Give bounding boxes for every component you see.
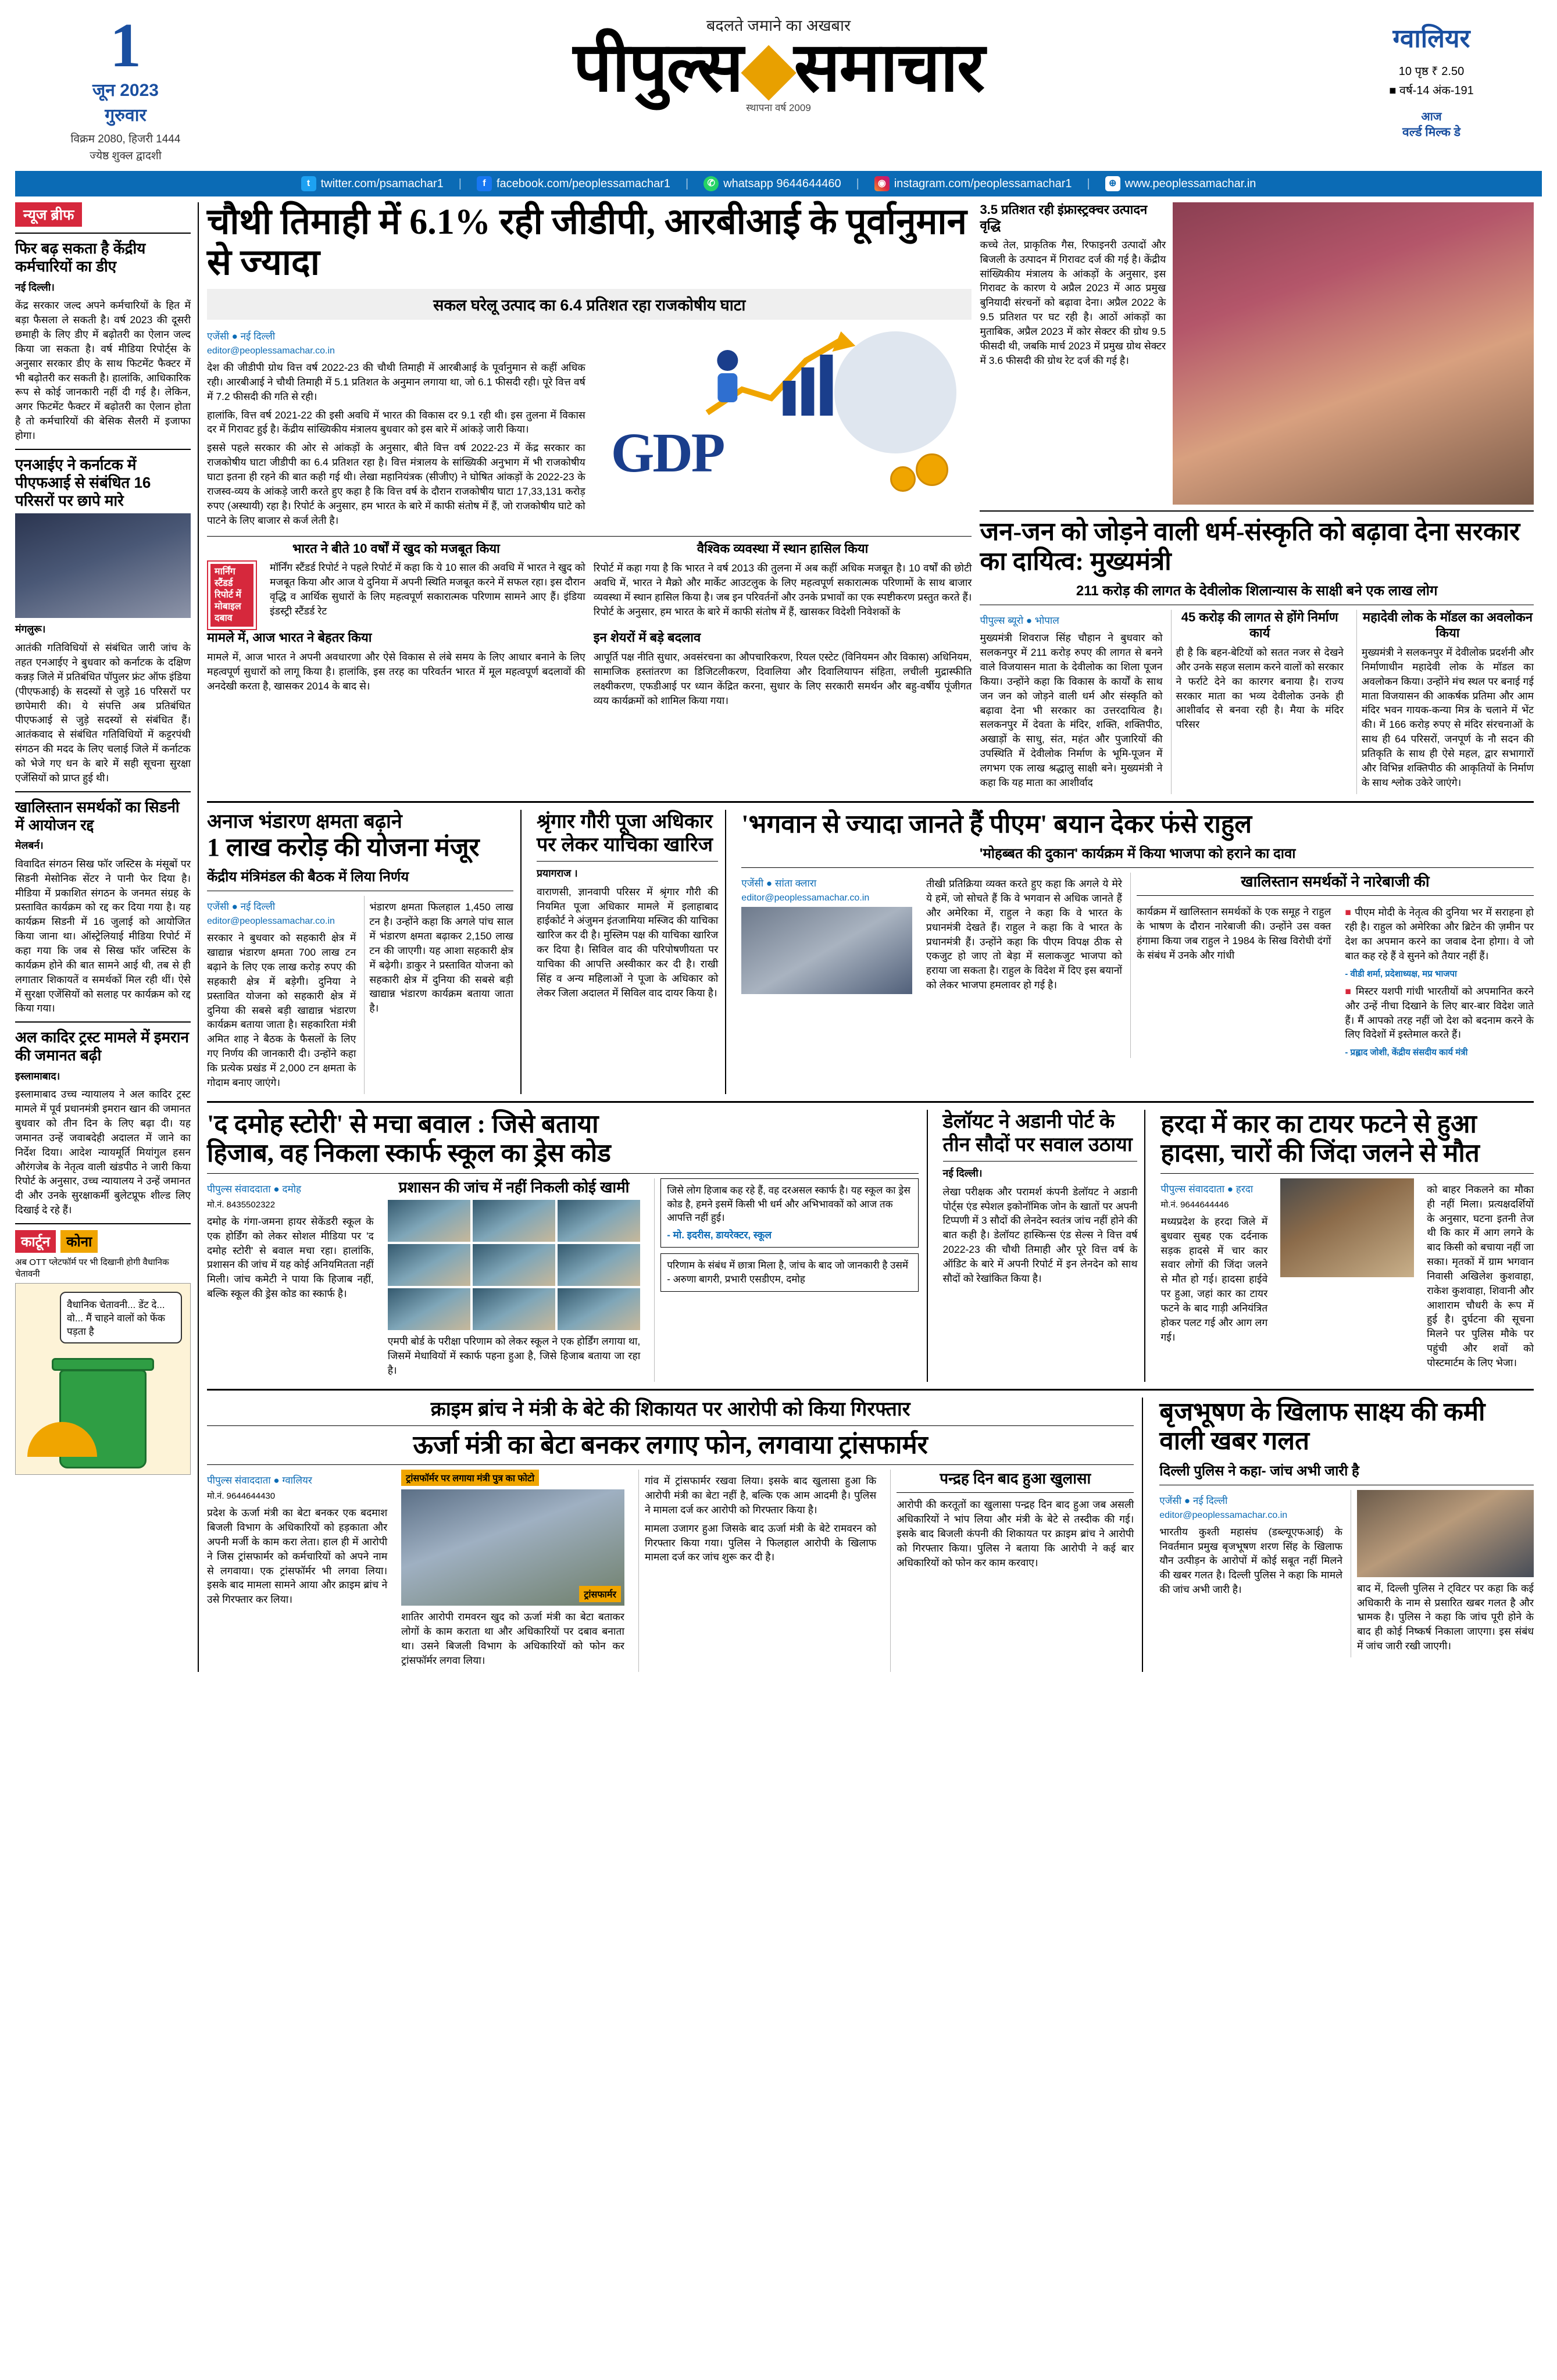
cm-body: मुख्यमंत्री शिवराज सिंह चौहान ने बुधवार को सलकनपुर में 211 करोड़ रुपए की लागत से बनने वाले विजयासन माता के देवीलोक का शिला पूजन किया। उन्होंने कहा कि विकास के कार्यों के साथ जन जन को जोड़ने वाली धर्म और संस्कृति को बढ़ावा देना भी सरकार का उत्तरदायित्व है। सलकनपुर में देवता के मंदिर, शक्ति, शक्तिपीठ, अखाड़ों के साधु, संत, महंत और पुजारियों की उपस्थिति में देवीलोक निर्माण के भूमि-पूजन में लगभग एक लाख श्रद्धालु साक्षी बने। मुख्यमंत्री ने कहा कि यह माता का आशीर्वाद: [980, 632, 1163, 788]
brij-col-1: [1159, 1490, 1342, 1657]
lead-col-1: [207, 326, 585, 531]
collage-cell: [558, 1244, 640, 1286]
box-body: कच्चे तेल, प्राकृतिक गैस, रिफाइनरी उत्पादों और बिजली के उत्पादन में गिरावट दर्ज की गई है। केंद्रीय सांख्यिकीय मंत्रालय के आंकड़ों के अनुसार, इस गिरावट के कारण ये अप्रैल 2023 में आठ प्रमुख बुनियादी संरचनों को बढ़ावा देना। अप्रैल 2022 के 9.5 प्रतिशत पर घट रही है। आठों आंकड़ों का मुताबिक, अप्रैल 2023 में कोर सेक्टर की ग्रोथ 9.5 फीसदी थी, जबकि मार्च 2023 में प्रमुख ग्रोथ सेक्टर में 3.6 फीसदी की ग्रोथ रेट दर्ज की गई है।: [980, 238, 1166, 366]
lead-agency: एजेंसी ● नई दिल्ली: [207, 331, 276, 342]
gdp-illustration: [594, 326, 972, 500]
nia-raid-photo: [15, 513, 191, 618]
masthead-tagline: बदलते जमाने का अखबार: [706, 17, 851, 34]
dmoh-phone: मो.नं. 8435502322: [207, 1199, 276, 1210]
adani-dateline: नई दिल्ली।: [942, 1167, 983, 1179]
collage-cell: [388, 1244, 470, 1286]
rahul-col-3: [1130, 873, 1534, 1058]
brief-headline: खालिस्तान समर्थकों का सिडनी में आयोजन रद्द: [15, 798, 180, 834]
gauri-body: [537, 866, 718, 881]
main-content: [199, 202, 1542, 1671]
food-email: editor@peoplessamachar.co.in: [207, 916, 335, 927]
red-flag-box: [207, 560, 257, 630]
lead-story: [207, 202, 972, 794]
crime-col-1: [207, 1470, 387, 1671]
rahul-col-2: [920, 873, 1122, 1058]
box-body: मामले में, आज भारत ने अपनी अवधारणा और ऐसे विकास से लंबे समय के लिए आधार बनाने के लिए महत्वपूर्ण सुधारों को लागू किया है। हालांकि, इस तरह का परिवर्तन भारत में मूल महत्वपूर्ण बदलावों की अनदेखी करता है, खासकर 2014 के बाद से।: [207, 651, 585, 692]
food-col-2: [364, 896, 513, 1093]
rahul-agency: एजेंसी ● सांता क्लारा: [741, 878, 817, 889]
date-weekday: गुरुवार: [105, 106, 147, 126]
crime-box-body: आरोपी की करतूतों का खुलासा पन्द्रह दिन बाद हुआ जब असली अधिकारियों ने भांप लिया और मंत्री के बेटे से तस्दीक की गई। इसके बाद बिजली कंपनी की शिकायत पर क्राइम ब्रांच ने आरोपी को गिरफ्तार किया। पुलिस ने बताया कि आरोपी ने कई बार अधिकारियों को फोन कर काम करवाए।: [897, 1499, 1134, 1568]
crime-byline: पीपुल्स संवाददाता ● ग्वालियर: [207, 1475, 312, 1486]
lead-para-2: हालांकि, वित्त वर्ष 2021-22 की इसी अवधि में भारत की विकास दर 9.1 रही थी। इस तुलना में विकास दर में गिरावट हुई है। केंद्रीय सांख्यिकीय मंत्रालय बुधवार को इस बारे में आंकड़े जारी किया।: [207, 409, 585, 435]
collage-cell: [558, 1288, 640, 1330]
brief-item: [15, 456, 191, 785]
lead-email: editor@peoplessamachar.co.in: [207, 346, 335, 356]
food-cols: [207, 896, 513, 1093]
masthead-title-block: [230, 14, 1327, 114]
cm-box-right-body: मुख्यमंत्री ने सलकनपुर में देवीलोक प्रदर्शनी और निर्माणाधीन महादेवी लोक के मॉडल का अवलोकन किया। उन्होंने मंच स्थल पर बनाई गई माता विजयासन की आकर्षक प्रतिमा और आम मंदिर भवन गायक-कन्या मित्र के चलाने में भेंट की। में 166 करोड़ रुपए से मंदिर संरचनाओं के साथ ही 64 परिसरों, जनपूर्ण के नौ सदन की प्रतिकृति के साथ ही ऐसे महल, द्वार सभागारों और विभिन्न शक्तिपीठ की आकृतियों के निर्माण के साथ श्लोक उकेरे जाएंगे।: [1361, 646, 1534, 788]
dmoh-headline-2: हिजाब, वह निकला स्कार्फ स्कूल का ड्रेस कोड: [207, 1139, 611, 1168]
twitter-handle: twitter.com/psamachar1: [320, 177, 444, 190]
brij-cols: [1159, 1490, 1534, 1657]
brief-body: [15, 838, 191, 853]
adani-body: [943, 1166, 1138, 1181]
collage-cell: [473, 1288, 555, 1330]
lead-box-4: [594, 630, 972, 712]
harda-phone: मो.नं. 9644644446: [1160, 1199, 1229, 1210]
dmoh-body: दमोह के गंगा-जमना हायर सेकेंडरी स्कूल के एक होर्डिंग को लेकर सोशल मीडिया पर 'द दमोह स्टोरी' से बवाल मचा रहा। हालांकि, प्रशासन की जांच में यह कोई अनियमितता नहीं मिली। जांच कमेटी ने पाया कि हिजाब नहीं, बल्कि स्कूल की ड्रेस कोड का स्कार्फ है।: [207, 1215, 374, 1300]
masthead-date-block: [21, 11, 230, 163]
rahul-gandhi-photo: [741, 907, 912, 994]
adani-story: [936, 1110, 1146, 1382]
cm-box-left-body: ही है कि बहन-बेटियों को सतत नजर से देखने और उनके सहज सलाम करने वालों को सरकार ने फर्राटे देने का कारगर बनाया है। राज्य सरकार माता का भव्य देवीलोक उनके ही आशीर्वाद से बनवा रही है। मैया के मंदिर परिसर: [1176, 646, 1344, 731]
social-twitter[interactable]: [301, 176, 444, 191]
red-tag: मार्निंग स्टैंडर्ड रिपोर्ट में मोबाइल दबाव: [210, 564, 253, 627]
twitter-icon: t: [301, 176, 316, 191]
social-facebook[interactable]: [477, 176, 670, 191]
harda-col-1: [1160, 1178, 1267, 1374]
rahul-body: तीखी प्रतिक्रिया व्यक्त करते हुए कहा कि अगले ये मेरे ये हमें, जो सोचते हैं कि वे भगवान से अधिक जानते हैं और अमेरिका में, राहुल ने कहा कि वे भारत के प्रधानमंत्री देखते हैं। राहुल ने कहा कि वे भारत के प्रधानमंत्री हैं। उन्होंने कहा कि पीएम विपक्ष ठीक से एकजुट हो जाए तो बेड़ा में सलाकजुट भाजपा को हराया जा सकता है। राहुल के विदेश में दिए इस बयानों को लेकर भाजपा हमलावर हो गई है।: [926, 878, 1122, 991]
dmoh-quote-2: [660, 1253, 918, 1292]
school-collage-photo: [388, 1200, 641, 1330]
food-body: सरकार ने बुधवार को सहकारी क्षेत्र में खाद्यान्न भंडारण क्षमता 700 लाख टन बढ़ाने के लिए एक लाख करोड़ रुपए की सहकारी क्षेत्र में बड़ेगी। दुनिया ने प्रस्तावित योजना को सहकारी क्षेत्र में दुनिया की सबसे बड़ी खाद्यान्न भंडारण कार्यक्रम बताया जाता है। सहकारिता मंत्री अमित शाह ने बैठक के फैसलों के लिए गए निर्णय की जानकारी दी। उन्होंने कहा कि प्रत्येक प्रखंड में 2,000 टन क्षमता के गोदाम बनाए जाएंगे।: [207, 932, 356, 1088]
cm-box-right-headline: महादेवी लोक के मॉडल का अवलोकन किया: [1362, 610, 1533, 641]
transformer-label: ट्रांसफार्मर: [579, 1586, 621, 1602]
quote-2: ■ मिस्टर यशपी गांधी भारतीयों को अपमानित करने और उन्हें नीचा दिखाने के लिए बार-बार विदेश जाते हैं। मैं आपको तरह नहीं जो देश को बदनाम करने के लिए विदेशों में इस्तेमाल करते हैं।: [1345, 984, 1534, 1042]
brief-item: [15, 240, 191, 443]
khalistan-cols: [1137, 900, 1534, 1058]
food-agency: एजेंसी ● नई दिल्ली: [207, 901, 276, 913]
quote-text: जिसे लोग हिजाब कह रहे हैं, वह दरअसल स्कार्फ है। यह स्कूल का ड्रेस कोड है, हमने इसमें किसी भी धर्म और अभिभावकों को आज तक आपत्ति नहीं हुई।: [667, 1184, 910, 1224]
box-headline: भारत ने बीते 10 वर्षों में खुद को मजबूत किया: [292, 541, 500, 556]
today-value: वर्ल्ड मिल्क डे: [1402, 126, 1460, 139]
crime-col-3: [638, 1470, 882, 1671]
brief-item: [15, 1028, 191, 1217]
website-url: www.peoplessamachar.in: [1124, 177, 1256, 190]
facebook-icon: f: [477, 176, 492, 191]
crime-body-3: गांव में ट्रांसफार्मर रखवा लिया। इसके बाद खुलासा हुआ कि आरोपी मंत्री का बेटा नहीं है, बल्कि एक आम आदमी है। पुलिस ने मामला दर्ज कर आरोपी को गिरफ्तार किया है।: [644, 1475, 877, 1516]
box-headline: इन शेयरों में बड़े बदलाव: [593, 630, 701, 645]
brief-headline: अल कादिर ट्रस्ट मामले में इमरान की जमानत बढ़ी: [15, 1028, 189, 1064]
brij-col-2: [1351, 1490, 1534, 1657]
brief-body-text: विवादित संगठन सिख फॉर जस्टिस के मंसूबों पर सिडनी मेसोनिक सेंटर ने पानी फेर दिया है। मीडिया में प्रकाशित संगठन के जनमत संग्रह के प्रस्तावित कार्यक्रम को रद्द कर दिया गया है। यह कार्यक्रम सिडनी में 16 जुलाई को आयोजित किया जाना था। ऑस्ट्रेलियाई मीडिया रिपोर्ट में कहा गया कि जब से सिख फॉर जस्टिस के कार्यक्रम होने की बात सामने आई थी, तब से ही लगातार शिकायतें व समर्थकों मिल रही थीं। ऐसे में सुरक्षा एजेंसियों को सलाह पर कार्यक्रम को रद्द किया गया।: [15, 857, 191, 1014]
brij-bhushan-photo: [1357, 1490, 1534, 1577]
top-section: [207, 202, 1534, 794]
bin-lid-shape: [52, 1358, 154, 1371]
divider: |: [856, 177, 859, 190]
social-bar: [15, 171, 1542, 196]
khalistan-quotes-col: [1339, 900, 1534, 1058]
lead-box-1: [207, 541, 585, 630]
food-subhead: केंद्रीय मंत्रिमंडल की बैठक में लिया निर्णय: [207, 869, 409, 885]
cm-event-photo: [1173, 202, 1534, 505]
brief-dateline: मेलबर्न।: [15, 839, 44, 852]
rahul-email: editor@peoplessamachar.co.in: [741, 893, 870, 903]
coin-shape: [916, 453, 948, 486]
social-whatsapp[interactable]: [703, 176, 841, 191]
quote-1: ■ पीएम मोदी के नेतृत्व की दुनिया भर में सराहना हो रही है। राहुल को अमेरिका और ब्रिटेन की ज़मीन पर देश का अपमान करने का जवाब देना होगा। वे जो बात कह रहे हैं वे सुनने को तैयार नहीं हैं।: [1345, 905, 1534, 963]
dmoh-story: [207, 1110, 928, 1382]
transformer-photo: [401, 1489, 624, 1606]
collage-cell: [388, 1288, 470, 1330]
cm-headline: जन-जन को जोड़ने वाली धर्म-संस्कृति को बढ़ावा देना सरकार का दायित्व: मुख्यमंत्री: [980, 517, 1520, 576]
third-band: [207, 1110, 1534, 1382]
box-headline: मामले में, आज भारत ने बेहतर किया: [207, 630, 372, 645]
dmoh-col-1: [207, 1178, 374, 1382]
lead-para-1: देश की जीडीपी ग्रोथ वित्त वर्ष 2022-23 की चौथी तिमाही में आरबीआई के पूर्वानुमान से कहीं अधिक रही। आरबीआई ने चौथी तिमाही में 5.1 प्रतिशत के अनुमान लगाया था, जो 6.1 फीसदी रही। पूरे वित्त वर्ष में 7.2 फीसदी की गति से रही।: [207, 362, 585, 402]
crime-body: प्रदेश के ऊर्जा मंत्री का बेटा बनकर एक बदमाश बिजली विभाग के अधिकारियों को हड़काता और अपनी मर्जी के काम करा लेता। हाल ही में आरोपी ने जिस ट्रांसफार्मर को कर्मचारियों को अपने नाम से लगवाया। एक ट्रांसफॉर्मर भी लगवा लिया। इसके बाद मामला सामने आया और क्राइम ब्रांच ने उसे गिरफ्तार कर लिया।: [207, 1507, 388, 1606]
harda-body-2: को बाहर निकलने का मौका ही नहीं मिला। प्रत्यक्षदर्शियों के अनुसार, घटना इतनी तेज थी कि कार में आग लगने के बाद किसी को बचाया नहीं जा सका। मृतकों में ग्राम भगवान निवासी अखिलेश कुशवाहा, राकेश कुशवाहा, शिवानी और आशाराम चौधरी के रूप में हुई है। दुर्घटना की सूचना मिलने पर पुलिस मौके पर पहुंची और शवों को पोस्टमार्टम के लिए भेजा।: [1427, 1183, 1534, 1368]
harda-body: मध्यप्रदेश के हरदा जिले में बुधवार सुबह एक दर्दनाक सड़क हादसे में चार कार सवार लोगों की जिंदा जलने से मौत हो गई। हादसा हाईवे पर हुआ, जहां कार का टायर फटने के बाद गाड़ी अनियंत्रित होकर पलट गई और आग लग गई।: [1160, 1215, 1268, 1343]
box-headline: 3.5 प्रतिशत रही इंफ्रास्ट्रक्चर उत्पादन वृद्धि: [980, 202, 1148, 233]
cm-box-left-headline: 45 करोड़ की लागत से होंगे निर्माण कार्य: [1181, 610, 1338, 641]
crime-story: [207, 1398, 1143, 1672]
gdp-circle-shape: [834, 331, 956, 453]
dmoh-byline: पीपुल्स संवाददाता ● दमोह: [207, 1183, 302, 1195]
facebook-handle: facebook.com/peoplessamachar1: [496, 177, 671, 190]
news-brief-label: न्यूज ब्रीफ: [15, 202, 82, 227]
dmoh-col2-body: एमपी बोर्ड के परीक्षा परिणाम को लेकर स्कूल ने एक होर्डिंग लगाया था, जिसमें मेधावियों में स्कार्फ पहना हुआ है, जिसे हिजाब बताया जा रहा है।: [387, 1335, 641, 1376]
crime-headline: ऊर्जा मंत्री का बेटा बनकर लगाए फोन, लगवाया ट्रांसफार्मर: [413, 1430, 928, 1459]
cm-byline: पीपुल्स ब्यूरो ● भोपाल: [980, 615, 1059, 627]
cm-col-1: [980, 610, 1162, 794]
right-top-section: [980, 202, 1534, 794]
lead-para-3: इससे पहले सरकार की ओर से आंकड़ों के अनुसार, बीते वित्त वर्ष 2022-23 में केंद्र सरकार का राजकोषीय घाटा जीडीपी का 6.4 प्रतिशत रहा है। वित्त मंत्रालय के सांख्यिकी अनुभाग में भी राजकोषीय घाटा इतना ही रहने की बात कही गई थी। लेखा महानियंत्रक (सीजीए) ने घोषित आंकड़ों के 2022-23 के राजस्व-व्यय के आंकड़े जारी करते हुए कहा है कि वित्त वर्ष के दौरान राजकोषीय घाटा 17,33,131 करोड़ रुपए (अस्थायी) रहा है। रिपोर्ट के अनुसार, हम भारत के बारे में काफी संतोष में हैं, जो राजकोषीय घाटे को पाटने के लिए बाजार से कर्ज लेती है।: [207, 442, 585, 526]
cm-col-2: [1171, 610, 1348, 794]
divider: |: [458, 177, 462, 190]
lead-box-2: [594, 541, 972, 630]
quote-text: परिणाम के संबंध में छात्रा मिला है, जांच के बाद जो जानकारी है उसमें - अरुणा बागरी, प्रभारी एसडीएम, दमोह: [667, 1260, 909, 1285]
news-brief-column: [15, 202, 199, 1671]
harda-cols: [1160, 1178, 1534, 1374]
brij-story: [1151, 1398, 1534, 1672]
cartoon-header: [15, 1230, 191, 1253]
adani-headline: डेलॉयट ने अडानी पोर्ट के तीन सौदों पर सवाल उठाया: [942, 1110, 1133, 1156]
brief-item: [15, 798, 191, 1016]
cm-body-cols: [980, 610, 1534, 794]
edition-volume: ■ वर्ष-14 अंक-191: [1389, 84, 1474, 97]
crime-photo-caption: ट्रांसफॉर्मर पर लगाया मंत्री पुत्र का फोटो: [401, 1470, 539, 1486]
box-body: आपूर्ति पक्ष नीति सुधार, अवसंरचना का औपचारिकरण, रियल एस्टेट (विनियमन और विकास) अधिनियम, सामाजिक हस्तांतरण का डिजिटलीकरण, दिवालिया और दिवालियापन संहिता, लचीली मुद्रास्फीति लक्ष्यीकरण, एफडीआई पर ध्यान केंद्रित करना, सुधार के लिए सरकारी समर्थन और बहु-वर्षीय पूंजीगत व्यय कार्यक्रमों को शामिल किया गया।: [593, 651, 972, 706]
gauri-dateline: प्रयागराज ।: [536, 867, 578, 879]
crime-closing: मामला उजागर हुआ जिसके बाद ऊर्जा मंत्री के बेटे रामवरन को गिरफ्तार किया गया। पुलिस ने फिलहाल आरोपी के खिलाफ मामला दर्ज कर जांच शुरू कर दी है।: [644, 1522, 877, 1563]
crime-box-headline: पन्द्रह दिन बाद हुआ खुलासा: [940, 1470, 1091, 1488]
harda-byline: पीपुल्स संवाददाता ● हरदा: [1160, 1183, 1254, 1195]
rahul-story: [734, 810, 1534, 1094]
edition-price: 10 पृष्ठ ₹ 2.50: [1398, 65, 1465, 78]
lead-boxes-2: [207, 630, 972, 712]
cartoon-artwork: [15, 1283, 191, 1475]
edition-city: ग्वालियर: [1392, 24, 1470, 53]
masthead-edition-block: [1327, 14, 1536, 140]
gauri-headline: श्रृंगार गौरी पूजा अधिकार पर लेकर याचिका खारिज: [536, 810, 713, 856]
masthead-title: [230, 32, 1327, 104]
gauri-body-text: वाराणसी, ज्ञानवापी परिसर में श्रृंगार गौरी की नियमित पूजा अधिकार मामले में इलाहाबाद हाईकोर्ट ने अंजुमन इंतजामिया मस्जिद की याचिका खारिज कर दी है। मुस्लिम पक्ष की याचिका खारिज कर दिया है। सिविल वाद की परिपोषणीयता पर याचिका की आपत्ति अस्वीकार कर दी है। राखी सिंह व अन्य महिलाओं ने पूजा के अधिकार को लेकर जिला अदालत में सिविल वाद दायर किया है।: [536, 885, 719, 999]
instagram-icon: ◉: [874, 176, 890, 191]
rahul-col-1: [741, 873, 912, 1058]
collage-cell: [473, 1244, 555, 1286]
coin-shape: [890, 466, 916, 492]
brij-email: editor@peoplessamachar.co.in: [1159, 1510, 1288, 1520]
brij-headline: बृजभूषण के खिलाफ साक्ष्य की कमी वाली खबर गलत: [1159, 1397, 1485, 1456]
rahul-subhead: 'मोहब्बत की दुकान' कार्यक्रम में किया भाजपा को हराने का दावा: [979, 846, 1296, 862]
social-website[interactable]: [1105, 176, 1256, 191]
brij-body-2: बाद में, दिल्ली पुलिस ने ट्विटर पर कहा कि कई अधिकारी के नाम से प्रसारित खबर गलत है और भ्रामक है। पुलिस ने कहा कि जांच पूरी होने के बाद ही कोई निष्कर्ष निकाला जाएगा। इस संबंध में जांच जारी रखी जाएगी।: [1357, 1582, 1534, 1652]
brief-headline: फिर बढ़ सकता है केंद्रीय कर्मचारियों का डीए: [15, 240, 146, 276]
masthead: [15, 10, 1542, 163]
harda-headline: हरदा में कार का टायर फटने से हुआ हादसा, चारों की जिंदा जलने से मौत: [1160, 1109, 1480, 1168]
khalistan-body-col: [1137, 900, 1331, 1058]
cartoon-badge-1: कार्टून: [15, 1230, 56, 1253]
brief-dateline: इस्लामाबाद।: [15, 1070, 60, 1082]
brief-body: [15, 280, 191, 295]
harda-col-2: [1276, 1178, 1419, 1374]
collage-cell: [473, 1200, 555, 1242]
brief-dateline: मंगलुरू।: [15, 623, 46, 635]
crime-body-2: शातिर आरोपी रामवरन खुद को ऊर्जा मंत्री का बेटा बताकर लोगों के काम कराता था और अधिकारियों पर दबाव बनाता था। उसने बिजली विभाग के अधिकारियों को फोन कर ट्रांसफॉर्मर लगवा लिया।: [401, 1611, 624, 1666]
crime-cols: [207, 1470, 1134, 1671]
dmoh-col-3: [654, 1178, 918, 1382]
divider: |: [685, 177, 689, 190]
whatsapp-number: whatsapp 9644644460: [723, 177, 841, 190]
rahul-cols: [741, 873, 1534, 1058]
page-grid: [15, 202, 1542, 1671]
lead-col-2: [594, 326, 972, 531]
cm-photo-wrap: [1173, 202, 1534, 505]
date-tithi: ज्येष्ठ शुक्ल द्वादशी: [90, 150, 162, 163]
cartoon-section: [15, 1230, 191, 1475]
gdp-word: GDP: [610, 421, 724, 484]
fourth-band: [207, 1398, 1534, 1672]
dmoh-col-2: [382, 1178, 647, 1382]
masthead-established: स्थापना वर्ष 2009: [746, 102, 811, 113]
dmoh-headline-1: 'द दमोह स्टोरी' से मचा बवाल : जिसे बताया: [207, 1109, 599, 1138]
today-label: आज: [1421, 110, 1442, 123]
globe-icon: ⊕: [1105, 176, 1120, 191]
brief-body: [15, 622, 191, 637]
instagram-handle: instagram.com/peoplessamachar1: [894, 177, 1072, 190]
food-kicker: अनाज भंडारण क्षमता बढ़ाने: [207, 810, 402, 832]
gauri-story: [530, 810, 726, 1094]
date-month-year: जून 2023: [92, 81, 159, 101]
masthead-title-part1: पीपुल्स: [573, 30, 742, 106]
quote-2-author: - प्रह्लाद जोशी, केंद्रीय संसदीय कार्य मंत्री: [1345, 1048, 1468, 1058]
box-body: रिपोर्ट में कहा गया है कि भारत ने वर्ष 2013 की तुलना में अब कहीं अधिक मजबूत है। 10 वर्षों की छोटी अवधि में, भारत ने मैक्रो और मार्केट आउटलुक के लिए महत्वपूर्ण सकारात्मक परिणामों के साथ बाजार व्यवस्था में स्थान हासिल किया है। जब इन परिवर्तनों और उनके प्रभावों का एक स्पष्टीकरण प्रस्तुत करते हैं। रिपोर्ट के अनुसार, हम भारत के बारे में काफी संतोष में हैं, खासकर विदेशी निवेशकों के: [593, 562, 972, 617]
khalistan-headline: खालिस्तान समर्थकों ने नारेबाजी की: [1241, 873, 1430, 891]
crime-col-2: [395, 1470, 630, 1671]
date-vikram: विक्रम 2080, हिजरी 1444: [70, 133, 181, 146]
brief-body-text: आतंकी गतिविधियों से संबंधित जारी जांच के तहत एनआईए ने बुधवार को कर्नाटक के दक्षिण कन्नड़ जिले में प्रतिबंधित पॉपुलर फ्रंट ऑफ इंडिया (पीएफआई) के सदस्यों से जुड़े 16 परिसरों पर छापेमारी की। ये संपत्ति अब प्रतिबंधित पीएफआई से जुड़े सदस्यों से संबंधित हैं। आतंकवाद से संबंधित गतिविधियों में कट्टरपंथी संगठन की मदद के लिए चलाई जिले में कर्नाटक को भेजे गए धन के बारे में सही सूचना सुरक्षा एजेंसियों को प्राप्त हुई थी।: [15, 642, 191, 784]
cartoon-caption: अब OTT प्लेटफॉर्म पर भी दिखानी होगी वैधानिक चेतावनी: [15, 1257, 169, 1279]
brief-dateline: नई दिल्ली।: [15, 281, 55, 293]
brij-agency: एजेंसी ● नई दिल्ली: [1159, 1495, 1228, 1506]
adani-body-text: लेखा परीक्षक और परामर्श कंपनी डेलॉयट ने अडानी पोर्ट्स एंड स्पेशल इकोनॉमिक जोन के खातों पर अपनी टिप्पणी में 3 सौदों की लेनदेन स्वतंत्र जांच नहीं होने की बात कही है। डेलॉयट हास्किन्स एंड सेल्स ने वित्त वर्ष 2022-23 की चौथी तिमाही और पूरे वित्त वर्ष के ऑडिट के बारे में अपनी रिपोर्ट में इन लेनदेन को साथ सौदों को रेखांकित किया है।: [942, 1185, 1138, 1284]
cm-col-3: [1356, 610, 1534, 794]
quote-1-author: - वीडी शर्मा, प्रदेशाध्यक्ष, मप्र भाजपा: [1345, 969, 1457, 979]
food-headline: 1 लाख करोड़ की योजना मंजूर: [207, 832, 480, 862]
brij-subhead: दिल्ली पुलिस ने कहा- जांच अभी जारी है: [1159, 1463, 1359, 1479]
brij-body: भारतीय कुश्ती महासंघ (डब्ल्यूएफआई) के निवर्तमान प्रमुख बृजभूषण शरण सिंह के खिलाफ यौन उत्पीड़न के आरोपों में कोई सबूत नहीं मिलने की खबर गलत है। दिल्ली पुलिस ने कहा कि मामले की जांच अभी जारी है।: [1159, 1525, 1342, 1596]
food-col-1: [207, 896, 356, 1093]
dmoh-subhead: प्रशासन की जांच में नहीं निकली कोई खामी: [398, 1178, 630, 1196]
burnt-car-photo: [1280, 1178, 1414, 1277]
masthead-logo-icon: ◆: [742, 30, 794, 106]
cartoon-badge-2: कोना: [60, 1230, 98, 1253]
masthead-title-part2: समाचार: [794, 30, 984, 106]
box-body: मॉर्निंग स्टैंडर्ड रिपोर्ट ने पहले रिपोर्ट में कहा कि ये 10 साल की अवधि में भारत ने खुद को मजबूत किया और आज ये दुनिया में अपनी स्थिति मजबूत करने में सफल रहा। इस दौरान वृद्धि व आर्थिक सुधारों के लिए महत्वपूर्ण सकारात्मक परिणाम सामने आए हैं। इंडिया इंडस्ट्री स्टैंडर्ड रेट: [270, 562, 585, 617]
cartoon-speech-bubble: वैधानिक चेतावनी... डेंट दे... वो... मैं चाहने वालों को फेंक पड़ता है: [60, 1292, 182, 1343]
divider: |: [1087, 177, 1090, 190]
quote-author: - मो. इदरीस, डायरेक्टर, स्कूल: [667, 1230, 772, 1241]
box3-and-photo: [980, 202, 1534, 505]
second-band: [207, 810, 1534, 1094]
lead-box-5: [207, 630, 585, 712]
khalistan-body: कार्यक्रम में खालिस्तान समर्थकों के एक समूह ने राहुल के भाषण के दौरान नारेबाजी की। उन्होंने उस वक्त हंगामा किया जब राहुल ने 1984 के सिख विरोधी दंगों के संबंध में उनके और गांधी: [1136, 906, 1331, 961]
lead-headline: चौथी तिमाही में 6.1% रही जीडीपी, आरबीआई के पूर्वानुमान से ज्यादा: [207, 202, 967, 283]
box-headline: वैश्विक व्यवस्था में स्थान हासिल किया: [697, 541, 869, 556]
harda-story: [1154, 1110, 1534, 1382]
date-number: 1: [110, 11, 141, 80]
brief-body: [15, 1069, 191, 1084]
collage-cell: [388, 1200, 470, 1242]
rahul-headline: 'भगवान से ज्यादा जानते हैं पीएम' बयान देकर फंसे राहुल: [741, 809, 1252, 838]
collage-cell: [558, 1200, 640, 1242]
lead-box-3: [980, 202, 1166, 505]
lead-boxes: [207, 541, 972, 630]
food-side-body: भंडारण क्षमता फिलहाल 1,450 लाख टन है। उन्होंने कहा कि अगले पांच साल में भंडारण क्षमता बढ़ाकर 2,150 लाख टन की जाएगी। यह आशा सहकारी क्षेत्र में बढ़ेगी। डाकुर ने प्रस्तावित योजना को सहकारी क्षेत्र में दुनिया की सबसे बड़ी खाद्यान्न भंडारण कार्यक्रम बताया जाता है।: [369, 901, 513, 1014]
brief-body-text: केंद्र सरकार जल्द अपने कर्मचारियों के हित में बड़ा फैसला ले सकती है। वर्ष 2023 की दूसरी छमाही के लिए डीए में बढ़ोतरी का ऐलान जल्द किया जा सकता है। वर्ष मीडिया रिपोर्ट्स के अनुसार सरकार डीए के साथ फिटमेंट फैक्टर में भी बढ़ोतरी कर सकती है। हालांकि, आधिकारिक रूप से कोई जानकारी नहीं दी गई है। लेकिन, अगर फिटमेंट फैक्टर में बढ़ोतरी का ऐलान होता है तो कर्मचारियों की बेसिक सैलरी में इजाफा होगा।: [15, 299, 191, 441]
whatsapp-icon: ✆: [703, 176, 719, 191]
brief-headline: एनआईए ने कर्नाटक में पीएफआई से संबंधित 16 परिसरों पर छापे मारे: [15, 455, 151, 510]
brief-body-text: इस्लामाबाद उच्च न्यायालय ने अल कादिर ट्रस्ट मामले में पूर्व प्रधानमंत्री इमरान खान की जमानत बुधवार को तीन दिन के लिए बढ़ा दी। यह जमानत उन्हें जवाबदेही अदालत में जाने का निर्देश दिया। आदेश न्यायमूर्ति मियांगुल हसन औरंगजेब के नेतृत्व वाली खंडपीठ ने जारी किया रिपोर्ट के अनुसार, उच्च न्यायालय ने उन्हें जमानत दी और उनके सुरक्षाकर्मी बुलेटप्रूफ शील्ड लिए दिखाई दे रहे हैं।: [15, 1088, 191, 1216]
lead-body-wrap: [207, 326, 972, 531]
cm-subhead: 211 करोड़ की लागत के देवीलोक शिलान्यास के साक्षी बने एक लाख लोग: [1076, 583, 1438, 599]
dmoh-cols: [207, 1178, 919, 1382]
lead-subhead: सकल घरेलू उत्पाद का 6.4 प्रतिशत रहा राजकोषीय घाटा: [207, 289, 972, 320]
dmoh-quote-1: [660, 1178, 918, 1248]
crime-kicker: क्राइम ब्रांच ने मंत्री के बेटे की शिकायत पर आरोपी को किया गिरफ्तार: [430, 1398, 910, 1420]
crime-col-4: [890, 1470, 1134, 1671]
harda-col-3: [1427, 1178, 1534, 1374]
crime-phone: मो.नं. 9644644430: [207, 1491, 276, 1502]
social-instagram[interactable]: [874, 176, 1072, 191]
food-story: [207, 810, 522, 1094]
